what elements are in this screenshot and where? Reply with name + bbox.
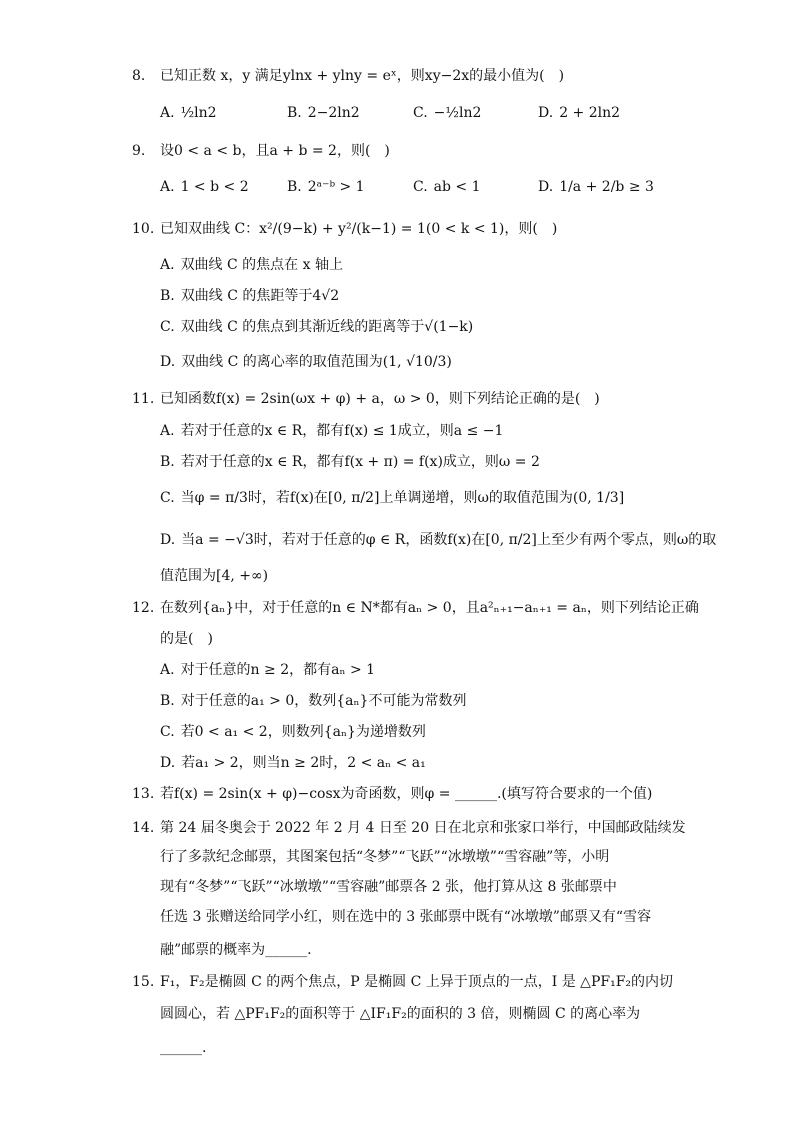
option-d: D. 若a₁ > 2，则当n ≥ 2时，2 < aₙ < a₁ <box>160 755 426 771</box>
question-number: 13. <box>132 786 155 802</box>
option-d: D. 1/a + 2/b ≥ 3 <box>538 179 654 195</box>
option-a: A. ½ln2 <box>160 105 217 121</box>
question-stem: 设0 < a < b，且a + b = 2，则( ) <box>160 143 390 159</box>
question-stem-continued: 行了多款纪念邮票，其图案包括“冬梦”“飞跃”“冰墩墩”“雪容融”等，小明 <box>160 849 610 865</box>
option-a: A. 双曲线 C 的焦点在 x 轴上 <box>160 257 343 273</box>
question-number: 9. <box>132 143 146 159</box>
question-stem: 在数列{aₙ}中，对于任意的n ∈ N*都有aₙ > 0，且a²ₙ₊₁−aₙ₊₁ = aₙ，则下列结论正确 <box>160 600 699 616</box>
question-number: 15. <box>132 974 155 990</box>
option-d: D. 双曲线 C 的离心率的取值范围为(1, √10/3) <box>160 354 452 370</box>
option-a: A. 对于任意的n ≥ 2，都有aₙ > 1 <box>160 662 376 678</box>
question-stem-continued: 现有“冬梦”“飞跃”“冰墩墩”“雪容融”邮票各 2 张，他打算从这 8 张邮票中 <box>160 879 617 895</box>
question-stem-continued: 圆圆心，若 △PF₁F₂的面积等于 △IF₁F₂的面积的 3 倍，则椭圆 C 的离心率为 <box>160 1006 641 1022</box>
question-number: 8. <box>132 68 146 84</box>
option-c: C. −½ln2 <box>413 105 482 121</box>
question-number: 11. <box>132 391 155 407</box>
question-number: 14. <box>132 820 155 836</box>
option-b: B. 若对于任意的x ∈ R，都有f(x + π) = f(x)成立，则ω = 2 <box>160 454 540 470</box>
option-c: C. 双曲线 C 的焦点到其渐近线的距离等于√(1−k) <box>160 319 474 335</box>
option-c: C. 若0 < a₁ < 2，则数列{aₙ}为递增数列 <box>160 724 426 740</box>
option-d-continued: 值范围为[4, +∞) <box>160 568 269 584</box>
question-stem: 若f(x) = 2sin(x + φ)−cosx为奇函数，则φ = ______.(填写符合要求的一个值) <box>160 786 653 802</box>
question-stem: 已知函数f(x) = 2sin(ωx + φ) + a，ω > 0，则下列结论正确的是( ) <box>160 391 600 407</box>
question-stem: 已知双曲线 C：x²/(9−k) + y²/(k−1) = 1(0 < k < 1)，则( ) <box>160 221 558 237</box>
question-number: 12. <box>132 600 155 616</box>
question-stem: 已知正数 x，y 满足ylnx + ylny = eˣ，则xy−2x的最小值为( ) <box>160 68 565 84</box>
option-c: C. 当φ = π/3时，若f(x)在[0, π/2]上单调递增，则ω的取值范围为(0, 1/3] <box>160 490 625 506</box>
question-stem-continued: 任选 3 张赠送给同学小红，则在选中的 3 张邮票中既有“冰墩墩”邮票又有“雪容 <box>160 909 652 925</box>
option-b: B. 对于任意的a₁ > 0，数列{aₙ}不可能为常数列 <box>160 693 467 709</box>
option-c: C. ab < 1 <box>413 179 481 195</box>
question-number: 10. <box>132 221 155 237</box>
question-stem: F₁，F₂是椭圆 C 的两个焦点，P 是椭圆 C 上异于顶点的一点，I 是 △PF₁F₂的内切 <box>160 974 674 990</box>
answer-blank: ______. <box>160 1040 207 1056</box>
question-stem-continued: 融”邮票的概率为______. <box>160 942 312 958</box>
question-stem: 第 24 届冬奥会于 2022 年 2 月 4 日至 20 日在北京和张家口举行，中国邮政陆续发 <box>160 820 686 836</box>
option-b: B. 双曲线 C 的焦距等于4√2 <box>160 288 340 304</box>
option-a: A. 若对于任意的x ∈ R，都有f(x) ≤ 1成立，则a ≤ −1 <box>160 423 504 439</box>
option-a: A. 1 < b < 2 <box>160 179 249 195</box>
question-stem-continued: 的是( ) <box>160 631 213 647</box>
option-b: B. 2−2ln2 <box>287 105 360 121</box>
option-d: D. 2 + 2ln2 <box>538 105 621 121</box>
option-d: D. 当a = −√3时，若对于任意的φ ∈ R，函数f(x)在[0, π/2]上至少有两个零点，则ω的取 <box>160 532 717 548</box>
option-b: B. 2ᵃ⁻ᵇ > 1 <box>287 179 365 195</box>
